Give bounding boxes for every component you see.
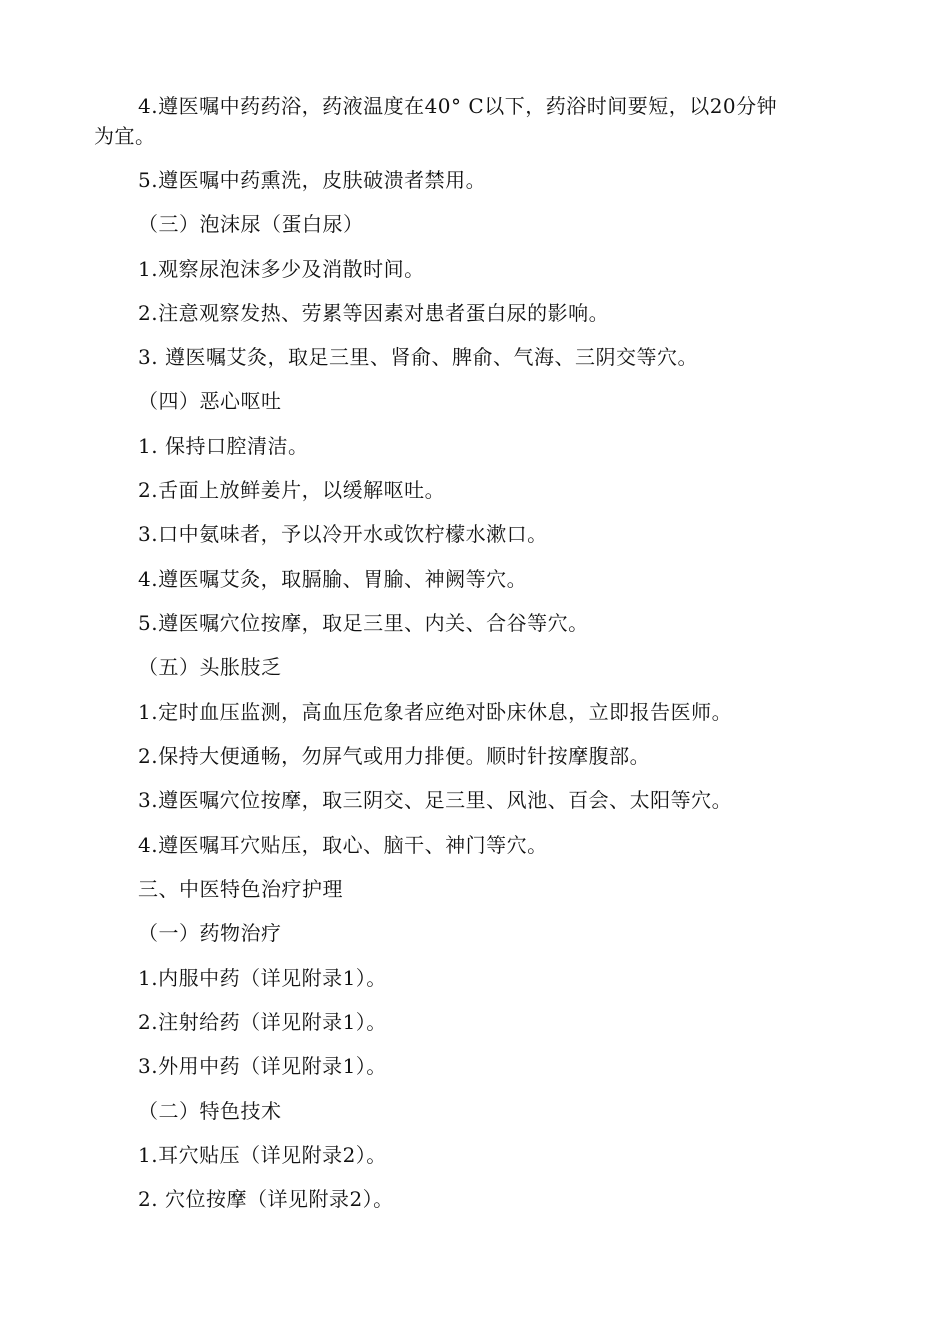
paragraph-text: 5.遵医嘱穴位按摩，取足三里、内关、合谷等穴。 <box>138 611 589 635</box>
section-heading: （四）恶心呕吐 <box>138 389 282 413</box>
paragraph-text: 2.舌面上放鲜姜片，以缓解呕吐。 <box>138 478 446 502</box>
paragraph-text: 2.保持大便通畅，勿屏气或用力排便。顺时针按摩腹部。 <box>138 744 651 768</box>
paragraph-text: 3.口中氨味者，予以冷开水或饮柠檬水漱口。 <box>138 522 548 546</box>
section-heading: （三）泡沫尿（蛋白尿） <box>138 212 364 236</box>
section-heading: （一）药物治疗 <box>138 921 282 945</box>
paragraph-text: 5.遵医嘱中药熏洗，皮肤破溃者禁用。 <box>138 168 487 192</box>
paragraph-text: 2.注射给药（详见附录1）。 <box>138 1010 387 1034</box>
paragraph-text: 1.观察尿泡沫多少及消散时间。 <box>138 257 425 281</box>
paragraph-text: 1.定时血压监测，高血压危象者应绝对卧床休息，立即报告医师。 <box>138 700 733 724</box>
paragraph-text: 1.内服中药（详见附录1）。 <box>138 966 387 990</box>
section-heading: （五）头胀肢乏 <box>138 655 282 679</box>
paragraph-text: 3.外用中药（详见附录1）。 <box>138 1054 387 1078</box>
paragraph-text: 2.注意观察发热、劳累等因素对患者蛋白尿的影响。 <box>138 301 610 325</box>
paragraph-text: 1. 保持口腔清洁。 <box>138 434 309 458</box>
paragraph-text: 为宜。 <box>94 124 156 148</box>
paragraph-text: 4.遵医嘱艾灸，取膈腧、胃腧、神阙等穴。 <box>138 567 528 591</box>
chapter-heading: 三、中医特色治疗护理 <box>138 877 343 901</box>
section-heading: （二）特色技术 <box>138 1099 282 1123</box>
paragraph-text: 4.遵医嘱耳穴贴压，取心、脑干、神门等穴。 <box>138 833 548 857</box>
paragraph-text: 3.遵医嘱穴位按摩，取三阴交、足三里、风池、百会、太阳等穴。 <box>138 788 733 812</box>
paragraph-text: 1.耳穴贴压（详见附录2）。 <box>138 1143 387 1167</box>
paragraph-text: 4.遵医嘱中药药浴，药液温度在40° C以下，药浴时间要短，以20分钟 <box>138 94 778 118</box>
paragraph-text: 2. 穴位按摩（详见附录2）。 <box>138 1187 394 1211</box>
paragraph-text: 3. 遵医嘱艾灸，取足三里、肾俞、脾俞、气海、三阴交等穴。 <box>138 345 698 369</box>
